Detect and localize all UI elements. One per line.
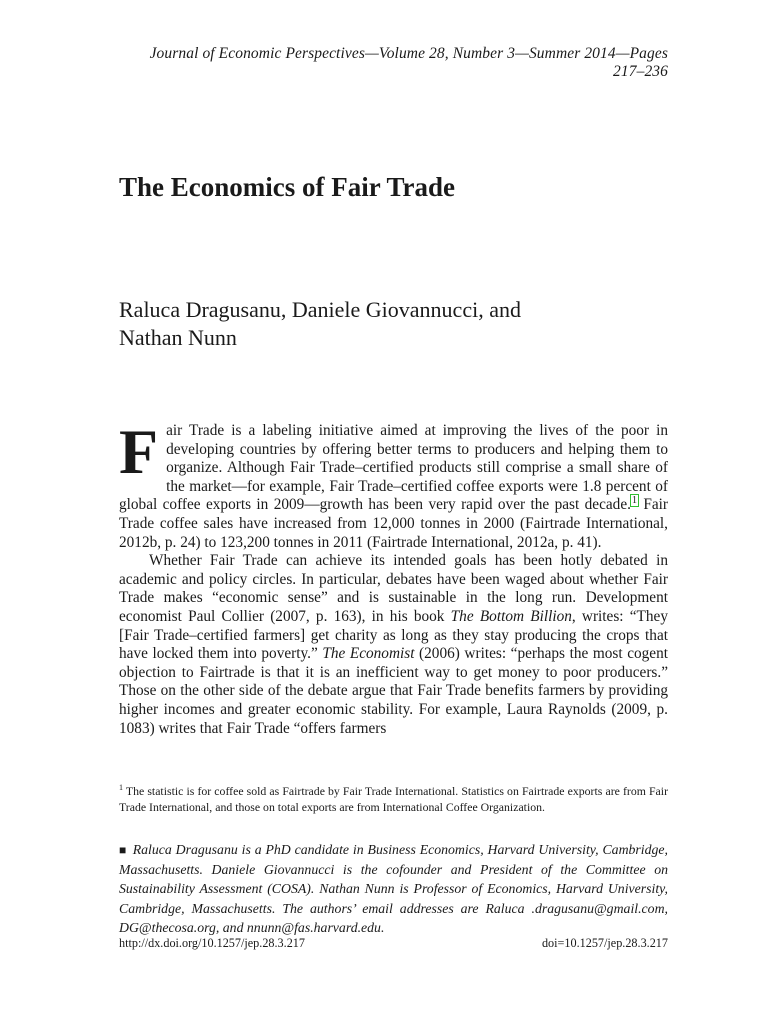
paragraph-1-text-b: Fair Trade coffee sales have increased from 12,000 tonnes in 2000 (Fairtrade International, 2012b, p. 24) to 123,200 tonnes in 2011 (Fairtrade International, 2012a, p. 41). <box>119 496 668 551</box>
doi-link[interactable]: http://dx.doi.org/10.1257/jep.28.3.217 <box>119 936 305 950</box>
paragraph-2-text-b: , writes: “They [Fair Trade–certified farmers] get charity as long as they stay producing the crops that have locked them into poverty.” <box>119 607 668 663</box>
paragraph-2-text-c: (2006) writes: “perhaps the most cogent objection to Fairtrade is that it is an inefficient way to get money to poor producers.” Those on the other side of the debate argue that Fair Trade benefits farmers by providing higher incomes and greater economic stability. For example, Laura Raynolds (2009, p. 1083) writes that Fair Trade “offers farmers <box>119 645 668 737</box>
drop-cap: F <box>119 416 159 487</box>
authors-line-1: Raluca Dragusanu, Daniele Giovannucci, and <box>119 297 521 322</box>
doi-identifier: doi=10.1257/jep.28.3.217 <box>541 936 668 950</box>
book-title: The Bottom Billion <box>450 607 572 625</box>
author-list <box>119 296 521 352</box>
footnote-text: The statistic is for coffee sold as Fairtrade by Fair Trade International. Statistics on Fairtrade exports are from Fair Trade International, and those on total exports are from International Coffee Organization. <box>119 783 668 814</box>
footnote-number: 1 <box>119 783 123 792</box>
paragraph-1-text-a: air Trade is a labeling initiative aimed at improving the lives of the poor in developing countries by offering better terms to producers and helping them to organize. Although Fair Trade–certified products still comprise a small share of the market—for example, Fair Trade–certified coffee exports were 1.8 percent of global coffee exports in 2009—growth has been very rapid over the past decade. <box>119 422 668 514</box>
author-affiliations <box>119 840 668 937</box>
paragraph-2 <box>119 552 668 738</box>
footnote <box>119 780 668 815</box>
paragraph-2-text-a: Whether Fair Trade can achieve its intended goals has been hotly debated in academic and policy circles. In particular, debates have been waged about whether Fair Trade makes “economic sense” and is sustainable in the long run. Development economist Paul Collier (2007, p. 163), in his book <box>119 552 668 625</box>
footnote-reference-link[interactable]: 1 <box>631 495 637 507</box>
paragraph-1 <box>119 416 668 552</box>
authors-line-2: Nathan Nunn <box>119 325 237 350</box>
square-bullet-icon: ■ <box>119 843 127 857</box>
publication-title: The Economist <box>322 645 415 663</box>
article-title: The Economics of Fair Trade <box>119 172 455 202</box>
journal-header: Journal of Economic Perspectives—Volume 28, Number 3—Summer 2014—Pages 217–236 <box>149 45 668 80</box>
affiliations-text: Raluca Dragusanu is a PhD candidate in Business Economics, Harvard University, Cambridge, Massachusetts. Daniele Giovannucci is the cofounder and President of the Committee on Sustainability Assessment (COSA). Nathan Nunn is Professor of Economics, Harvard University, Cambridge, Massachusetts. The authors’ email addresses are Raluca .dragusanu@gmail.com, DG@thecosa.org, and nnunn@fas.harvard.edu. <box>119 842 669 935</box>
article-body <box>119 416 668 738</box>
